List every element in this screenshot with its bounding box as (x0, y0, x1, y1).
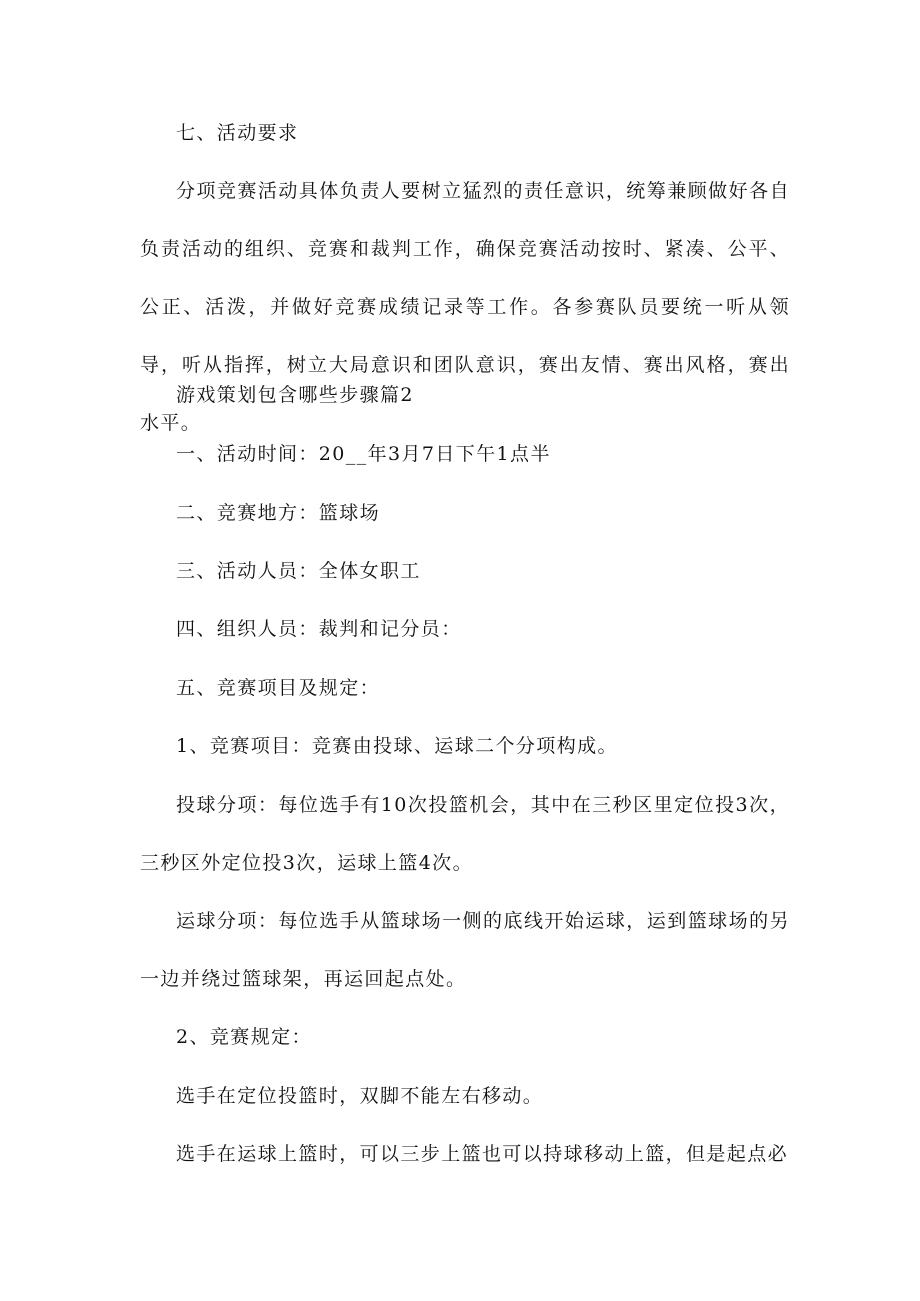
paragraph-requirements-body: 分项竞赛活动具体负责人要树立猛烈的责任意识，统筹兼顾做好各自负责活动的组织、竞赛和裁判工作，确保竞赛活动按时、紧凑、公平、公正、活泼，并做好竞赛成绩记录等工作。各参赛队员要统一听从领导，听从指挥，树立大局意识和团队意识，赛出友情、赛出风格，赛出水平。 (140, 180, 790, 434)
paragraph-shooting-event: 投球分项：每位选手有10次投篮机会，其中在三秒区里定位投3次，三秒区外定位投3次，运球上篮4次。 (140, 794, 790, 874)
rule-layup: 选手在运球上篮时，可以三步上篮也可以持球移动上篮，但是起点必 (176, 1143, 789, 1165)
paragraph-dribbling-event: 运球分项：每位选手从篮球场一侧的底线开始运球，运到篮球场的另一边并绕过篮球架，再运回起点处。 (140, 910, 790, 990)
subitem-rules: 2、竞赛规定： (176, 1026, 312, 1048)
item-organizers: 四、组织人员：裁判和记分员： (176, 618, 462, 640)
section-heading-activity-requirements: 七、活动要求 (176, 122, 299, 144)
subitem-events: 1、竞赛项目：竞赛由投球、运球二个分项构成。 (176, 735, 618, 757)
item-venue: 二、竞赛地方：篮球场 (176, 502, 381, 524)
item-participants: 三、活动人员：全体女职工 (176, 560, 421, 582)
item-activity-time: 一、活动时间：20__年3月7日下午1点半 (176, 443, 551, 465)
article-title-part2: 游戏策划包含哪些步骤篇2 (176, 384, 414, 406)
rule-fixed-shooting: 选手在定位投篮时，双脚不能左右移动。 (176, 1085, 544, 1107)
item-events-and-rules: 五、竞赛项目及规定： (176, 677, 381, 699)
